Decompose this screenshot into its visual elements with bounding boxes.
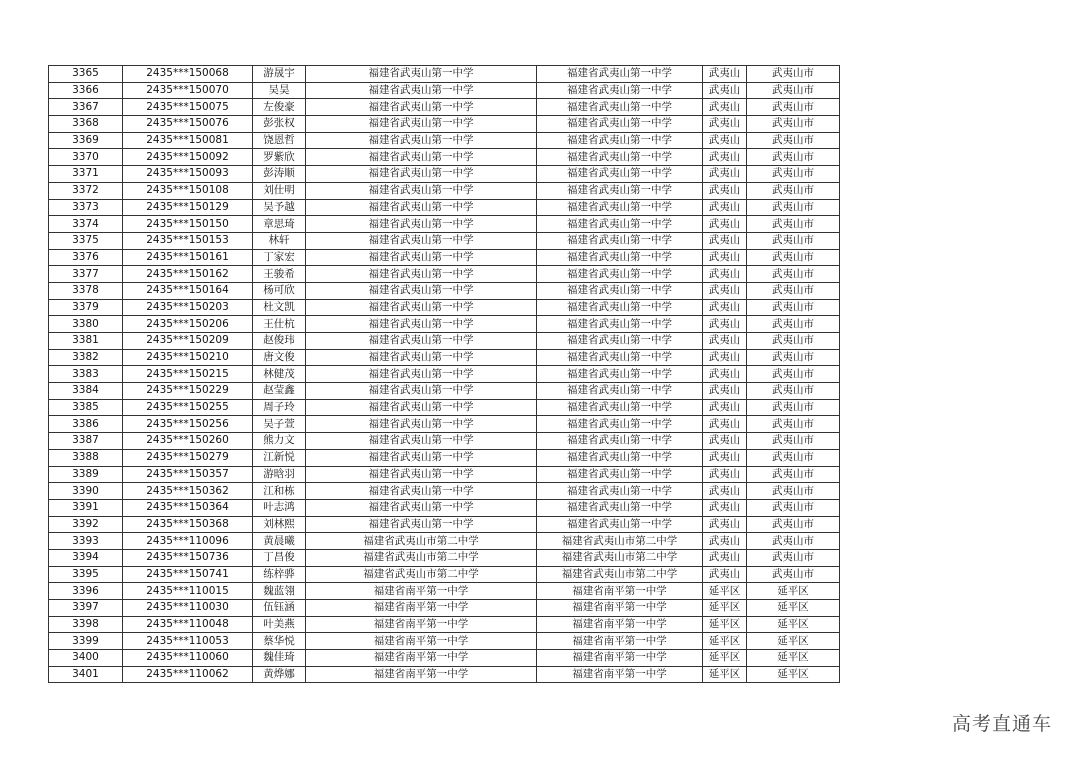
- school-cell: 福建省南平第一中学: [306, 633, 537, 650]
- row-number-cell: 3381: [49, 333, 123, 350]
- exam-id-cell: 2435***150075: [123, 99, 253, 116]
- name-cell: 章思琦: [253, 216, 306, 233]
- exam-id-cell: 2435***150161: [123, 249, 253, 266]
- school-cell: 福建省武夷山第一中学: [306, 483, 537, 500]
- area-cell: 武夷山: [703, 282, 747, 299]
- table-row: [49, 266, 840, 283]
- table-row: [49, 416, 840, 433]
- school-cell: 福建省武夷山第一中学: [306, 266, 537, 283]
- area-cell: 延平区: [703, 666, 747, 683]
- row-number-cell: 3382: [49, 349, 123, 366]
- exam-id-cell: 2435***110030: [123, 600, 253, 617]
- name-cell: 江新悦: [253, 449, 306, 466]
- name-cell: 熊力文: [253, 433, 306, 450]
- area-cell: 武夷山: [703, 199, 747, 216]
- school-cell: 福建省武夷山市第二中学: [306, 549, 537, 566]
- name-cell: 左俊豪: [253, 99, 306, 116]
- row-number-cell: 3377: [49, 266, 123, 283]
- school-cell: 福建省武夷山第一中学: [306, 132, 537, 149]
- roster-body: [49, 66, 840, 683]
- school-cell: 福建省南平第一中学: [306, 583, 537, 600]
- area-cell: 延平区: [703, 633, 747, 650]
- area-cell: 武夷山: [703, 449, 747, 466]
- row-number-cell: 3369: [49, 132, 123, 149]
- table-row: [49, 232, 840, 249]
- school-cell: 福建省武夷山第一中学: [306, 299, 537, 316]
- row-number-cell: 3379: [49, 299, 123, 316]
- city-cell: 武夷山市: [747, 499, 840, 516]
- school-cell: 福建省武夷山第一中学: [306, 416, 537, 433]
- area-cell: 武夷山: [703, 416, 747, 433]
- name-cell: 魏佳琦: [253, 650, 306, 667]
- area-cell: 延平区: [703, 600, 747, 617]
- area-cell: 武夷山: [703, 549, 747, 566]
- area-cell: 武夷山: [703, 499, 747, 516]
- row-number-cell: 3392: [49, 516, 123, 533]
- row-number-cell: 3384: [49, 383, 123, 400]
- name-cell: 刘仕明: [253, 182, 306, 199]
- name-cell: 罗紫欣: [253, 149, 306, 166]
- exam-id-cell: 2435***150108: [123, 182, 253, 199]
- school-cell-2: 福建省武夷山第一中学: [537, 82, 703, 99]
- row-number-cell: 3390: [49, 483, 123, 500]
- school-cell-2: 福建省南平第一中学: [537, 633, 703, 650]
- name-cell: 江和栋: [253, 483, 306, 500]
- exam-id-cell: 2435***150209: [123, 333, 253, 350]
- table-row: [49, 349, 840, 366]
- school-cell: 福建省武夷山第一中学: [306, 199, 537, 216]
- name-cell: 彭涛顺: [253, 166, 306, 183]
- area-cell: 武夷山: [703, 99, 747, 116]
- area-cell: 武夷山: [703, 116, 747, 133]
- table-row: [49, 650, 840, 667]
- table-row: [49, 499, 840, 516]
- name-cell: 游晗羽: [253, 466, 306, 483]
- name-cell: 杜文凯: [253, 299, 306, 316]
- exam-id-cell: 2435***150364: [123, 499, 253, 516]
- name-cell: 黄晨曦: [253, 533, 306, 550]
- city-cell: 武夷山市: [747, 516, 840, 533]
- table-row: [49, 583, 840, 600]
- school-cell: 福建省武夷山第一中学: [306, 499, 537, 516]
- table-row: [49, 449, 840, 466]
- area-cell: 武夷山: [703, 266, 747, 283]
- table-row: [49, 199, 840, 216]
- area-cell: 武夷山: [703, 299, 747, 316]
- table-row: [49, 616, 840, 633]
- school-cell: 福建省武夷山第一中学: [306, 82, 537, 99]
- city-cell: 延平区: [747, 616, 840, 633]
- school-cell: 福建省武夷山第一中学: [306, 399, 537, 416]
- exam-id-cell: 2435***150255: [123, 399, 253, 416]
- table-row: [49, 149, 840, 166]
- school-cell-2: 福建省武夷山第一中学: [537, 132, 703, 149]
- city-cell: 武夷山市: [747, 333, 840, 350]
- exam-id-cell: 2435***110015: [123, 583, 253, 600]
- school-cell: 福建省南平第一中学: [306, 666, 537, 683]
- table-row: [49, 82, 840, 99]
- city-cell: 武夷山市: [747, 433, 840, 450]
- exam-id-cell: 2435***150070: [123, 82, 253, 99]
- area-cell: 武夷山: [703, 216, 747, 233]
- exam-id-cell: 2435***150215: [123, 366, 253, 383]
- school-cell: 福建省武夷山第一中学: [306, 516, 537, 533]
- exam-id-cell: 2435***150068: [123, 66, 253, 83]
- city-cell: 武夷山市: [747, 99, 840, 116]
- table-row: [49, 182, 840, 199]
- exam-id-cell: 2435***150153: [123, 232, 253, 249]
- area-cell: 武夷山: [703, 533, 747, 550]
- name-cell: 吴子萱: [253, 416, 306, 433]
- exam-id-cell: 2435***150076: [123, 116, 253, 133]
- exam-id-cell: 2435***150368: [123, 516, 253, 533]
- school-cell-2: 福建省武夷山市第二中学: [537, 549, 703, 566]
- area-cell: 武夷山: [703, 82, 747, 99]
- area-cell: 武夷山: [703, 66, 747, 83]
- table-row: [49, 483, 840, 500]
- name-cell: 彭张权: [253, 116, 306, 133]
- city-cell: 武夷山市: [747, 449, 840, 466]
- school-cell-2: 福建省武夷山第一中学: [537, 266, 703, 283]
- area-cell: 武夷山: [703, 249, 747, 266]
- city-cell: 武夷山市: [747, 399, 840, 416]
- school-cell: 福建省南平第一中学: [306, 616, 537, 633]
- city-cell: 武夷山市: [747, 316, 840, 333]
- school-cell-2: 福建省武夷山第一中学: [537, 499, 703, 516]
- table-row: [49, 216, 840, 233]
- table-row: [49, 366, 840, 383]
- roster-table: [48, 65, 840, 683]
- school-cell-2: 福建省武夷山市第二中学: [537, 566, 703, 583]
- area-cell: 武夷山: [703, 433, 747, 450]
- city-cell: 武夷山市: [747, 383, 840, 400]
- name-cell: 饶恩哲: [253, 132, 306, 149]
- table-row: [49, 249, 840, 266]
- exam-id-cell: 2435***150256: [123, 416, 253, 433]
- city-cell: 武夷山市: [747, 466, 840, 483]
- school-cell-2: 福建省武夷山第一中学: [537, 249, 703, 266]
- row-number-cell: 3376: [49, 249, 123, 266]
- school-cell: 福建省武夷山第一中学: [306, 282, 537, 299]
- exam-id-cell: 2435***150206: [123, 316, 253, 333]
- row-number-cell: 3391: [49, 499, 123, 516]
- school-cell-2: 福建省武夷山第一中学: [537, 449, 703, 466]
- name-cell: 林健茂: [253, 366, 306, 383]
- city-cell: 延平区: [747, 633, 840, 650]
- city-cell: 武夷山市: [747, 66, 840, 83]
- name-cell: 赵俊玮: [253, 333, 306, 350]
- school-cell-2: 福建省武夷山第一中学: [537, 166, 703, 183]
- school-cell-2: 福建省武夷山第一中学: [537, 199, 703, 216]
- school-cell-2: 福建省南平第一中学: [537, 666, 703, 683]
- name-cell: 唐文俊: [253, 349, 306, 366]
- exam-id-cell: 2435***150741: [123, 566, 253, 583]
- name-cell: 黄烨娜: [253, 666, 306, 683]
- name-cell: 赵莹鑫: [253, 383, 306, 400]
- area-cell: 武夷山: [703, 316, 747, 333]
- area-cell: 武夷山: [703, 483, 747, 500]
- area-cell: 武夷山: [703, 349, 747, 366]
- area-cell: 武夷山: [703, 366, 747, 383]
- name-cell: 丁昌俊: [253, 549, 306, 566]
- school-cell-2: 福建省南平第一中学: [537, 616, 703, 633]
- school-cell-2: 福建省武夷山第一中学: [537, 116, 703, 133]
- area-cell: 武夷山: [703, 182, 747, 199]
- city-cell: 武夷山市: [747, 116, 840, 133]
- name-cell: 周子玲: [253, 399, 306, 416]
- table-row: [49, 566, 840, 583]
- exam-id-cell: 2435***110096: [123, 533, 253, 550]
- school-cell-2: 福建省武夷山第一中学: [537, 99, 703, 116]
- name-cell: 杨可欣: [253, 282, 306, 299]
- school-cell-2: 福建省武夷山第一中学: [537, 316, 703, 333]
- exam-id-cell: 2435***110060: [123, 650, 253, 667]
- school-cell-2: 福建省武夷山第一中学: [537, 433, 703, 450]
- table-row: [49, 299, 840, 316]
- exam-id-cell: 2435***150229: [123, 383, 253, 400]
- table-row: [49, 549, 840, 566]
- city-cell: 延平区: [747, 666, 840, 683]
- school-cell: 福建省武夷山第一中学: [306, 383, 537, 400]
- city-cell: 延平区: [747, 650, 840, 667]
- exam-id-cell: 2435***110048: [123, 616, 253, 633]
- table-row: [49, 516, 840, 533]
- area-cell: 延平区: [703, 616, 747, 633]
- city-cell: 延平区: [747, 583, 840, 600]
- school-cell: 福建省武夷山第一中学: [306, 449, 537, 466]
- school-cell: 福建省武夷山第一中学: [306, 66, 537, 83]
- school-cell: 福建省武夷山第一中学: [306, 333, 537, 350]
- school-cell-2: 福建省武夷山第一中学: [537, 349, 703, 366]
- school-cell: 福建省武夷山第一中学: [306, 349, 537, 366]
- city-cell: 武夷山市: [747, 349, 840, 366]
- city-cell: 武夷山市: [747, 149, 840, 166]
- exam-id-cell: 2435***150093: [123, 166, 253, 183]
- city-cell: 武夷山市: [747, 549, 840, 566]
- city-cell: 武夷山市: [747, 282, 840, 299]
- name-cell: 练梓骅: [253, 566, 306, 583]
- school-cell: 福建省武夷山第一中学: [306, 466, 537, 483]
- row-number-cell: 3378: [49, 282, 123, 299]
- row-number-cell: 3372: [49, 182, 123, 199]
- school-cell: 福建省武夷山第一中学: [306, 366, 537, 383]
- row-number-cell: 3373: [49, 199, 123, 216]
- school-cell-2: 福建省武夷山第一中学: [537, 383, 703, 400]
- school-cell-2: 福建省南平第一中学: [537, 583, 703, 600]
- table-row: [49, 132, 840, 149]
- school-cell-2: 福建省武夷山第一中学: [537, 149, 703, 166]
- area-cell: 武夷山: [703, 149, 747, 166]
- exam-id-cell: 2435***150129: [123, 199, 253, 216]
- city-cell: 武夷山市: [747, 299, 840, 316]
- area-cell: 武夷山: [703, 516, 747, 533]
- row-number-cell: 3370: [49, 149, 123, 166]
- name-cell: 游晟宇: [253, 66, 306, 83]
- table-row: [49, 316, 840, 333]
- name-cell: 林轩: [253, 232, 306, 249]
- name-cell: 王骏希: [253, 266, 306, 283]
- area-cell: 武夷山: [703, 166, 747, 183]
- row-number-cell: 3367: [49, 99, 123, 116]
- name-cell: 叶美燕: [253, 616, 306, 633]
- school-cell: 福建省武夷山第一中学: [306, 216, 537, 233]
- school-cell-2: 福建省武夷山第一中学: [537, 516, 703, 533]
- school-cell-2: 福建省南平第一中学: [537, 600, 703, 617]
- exam-id-cell: 2435***150081: [123, 132, 253, 149]
- city-cell: 武夷山市: [747, 182, 840, 199]
- table-row: [49, 166, 840, 183]
- name-cell: 王仕杭: [253, 316, 306, 333]
- row-number-cell: 3389: [49, 466, 123, 483]
- school-cell-2: 福建省武夷山第一中学: [537, 299, 703, 316]
- area-cell: 武夷山: [703, 132, 747, 149]
- school-cell-2: 福建省武夷山第一中学: [537, 282, 703, 299]
- row-number-cell: 3365: [49, 66, 123, 83]
- city-cell: 武夷山市: [747, 82, 840, 99]
- row-number-cell: 3394: [49, 549, 123, 566]
- school-cell-2: 福建省武夷山市第二中学: [537, 533, 703, 550]
- row-number-cell: 3398: [49, 616, 123, 633]
- school-cell-2: 福建省武夷山第一中学: [537, 416, 703, 433]
- table-row: [49, 383, 840, 400]
- school-cell: 福建省武夷山第一中学: [306, 182, 537, 199]
- school-cell: 福建省南平第一中学: [306, 600, 537, 617]
- school-cell-2: 福建省武夷山第一中学: [537, 399, 703, 416]
- area-cell: 武夷山: [703, 466, 747, 483]
- exam-id-cell: 2435***150736: [123, 549, 253, 566]
- school-cell: 福建省南平第一中学: [306, 650, 537, 667]
- table-row: [49, 433, 840, 450]
- row-number-cell: 3371: [49, 166, 123, 183]
- name-cell: 叶志鸿: [253, 499, 306, 516]
- school-cell: 福建省武夷山第一中学: [306, 433, 537, 450]
- city-cell: 武夷山市: [747, 483, 840, 500]
- table-row: [49, 533, 840, 550]
- name-cell: 蔡华悦: [253, 633, 306, 650]
- city-cell: 延平区: [747, 600, 840, 617]
- school-cell-2: 福建省武夷山第一中学: [537, 366, 703, 383]
- school-cell-2: 福建省武夷山第一中学: [537, 216, 703, 233]
- school-cell-2: 福建省武夷山第一中学: [537, 66, 703, 83]
- exam-id-cell: 2435***150279: [123, 449, 253, 466]
- city-cell: 武夷山市: [747, 533, 840, 550]
- row-number-cell: 3393: [49, 533, 123, 550]
- city-cell: 武夷山市: [747, 566, 840, 583]
- city-cell: 武夷山市: [747, 199, 840, 216]
- city-cell: 武夷山市: [747, 249, 840, 266]
- exam-id-cell: 2435***150150: [123, 216, 253, 233]
- row-number-cell: 3386: [49, 416, 123, 433]
- area-cell: 武夷山: [703, 383, 747, 400]
- area-cell: 延平区: [703, 650, 747, 667]
- school-cell: 福建省武夷山第一中学: [306, 149, 537, 166]
- exam-id-cell: 2435***150203: [123, 299, 253, 316]
- row-number-cell: 3397: [49, 600, 123, 617]
- watermark-text: 高考直通车: [951, 713, 1052, 735]
- row-number-cell: 3401: [49, 666, 123, 683]
- exam-id-cell: 2435***150362: [123, 483, 253, 500]
- city-cell: 武夷山市: [747, 216, 840, 233]
- table-row: [49, 666, 840, 683]
- table-row: [49, 466, 840, 483]
- school-cell: 福建省武夷山第一中学: [306, 232, 537, 249]
- school-cell-2: 福建省武夷山第一中学: [537, 232, 703, 249]
- name-cell: 刘林熙: [253, 516, 306, 533]
- school-cell-2: 福建省武夷山第一中学: [537, 333, 703, 350]
- row-number-cell: 3388: [49, 449, 123, 466]
- row-number-cell: 3395: [49, 566, 123, 583]
- table-row: [49, 99, 840, 116]
- exam-id-cell: 2435***110062: [123, 666, 253, 683]
- school-cell: 福建省武夷山第一中学: [306, 316, 537, 333]
- table-row: [49, 399, 840, 416]
- school-cell: 福建省武夷山第一中学: [306, 166, 537, 183]
- row-number-cell: 3396: [49, 583, 123, 600]
- school-cell: 福建省武夷山第一中学: [306, 116, 537, 133]
- school-cell-2: 福建省武夷山第一中学: [537, 466, 703, 483]
- school-cell-2: 福建省南平第一中学: [537, 650, 703, 667]
- school-cell: 福建省武夷山第一中学: [306, 249, 537, 266]
- exam-id-cell: 2435***150092: [123, 149, 253, 166]
- school-cell-2: 福建省武夷山第一中学: [537, 483, 703, 500]
- school-cell-2: 福建省武夷山第一中学: [537, 182, 703, 199]
- exam-id-cell: 2435***150210: [123, 349, 253, 366]
- name-cell: 吴予越: [253, 199, 306, 216]
- table-row: [49, 633, 840, 650]
- school-cell: 福建省武夷山市第二中学: [306, 566, 537, 583]
- school-cell: 福建省武夷山市第二中学: [306, 533, 537, 550]
- name-cell: 丁家宏: [253, 249, 306, 266]
- area-cell: 武夷山: [703, 333, 747, 350]
- exam-id-cell: 2435***150260: [123, 433, 253, 450]
- city-cell: 武夷山市: [747, 266, 840, 283]
- city-cell: 武夷山市: [747, 132, 840, 149]
- name-cell: 吴昊: [253, 82, 306, 99]
- table-row: [49, 282, 840, 299]
- city-cell: 武夷山市: [747, 232, 840, 249]
- name-cell: 魏蓝翎: [253, 583, 306, 600]
- area-cell: 武夷山: [703, 399, 747, 416]
- row-number-cell: 3366: [49, 82, 123, 99]
- row-number-cell: 3400: [49, 650, 123, 667]
- row-number-cell: 3385: [49, 399, 123, 416]
- table-row: [49, 116, 840, 133]
- row-number-cell: 3375: [49, 232, 123, 249]
- city-cell: 武夷山市: [747, 416, 840, 433]
- exam-id-cell: 2435***110053: [123, 633, 253, 650]
- city-cell: 武夷山市: [747, 366, 840, 383]
- area-cell: 延平区: [703, 583, 747, 600]
- table-row: [49, 66, 840, 83]
- row-number-cell: 3387: [49, 433, 123, 450]
- city-cell: 武夷山市: [747, 166, 840, 183]
- exam-id-cell: 2435***150162: [123, 266, 253, 283]
- table-row: [49, 600, 840, 617]
- area-cell: 武夷山: [703, 232, 747, 249]
- row-number-cell: 3383: [49, 366, 123, 383]
- area-cell: 武夷山: [703, 566, 747, 583]
- row-number-cell: 3374: [49, 216, 123, 233]
- table-row: [49, 333, 840, 350]
- exam-id-cell: 2435***150357: [123, 466, 253, 483]
- row-number-cell: 3368: [49, 116, 123, 133]
- row-number-cell: 3399: [49, 633, 123, 650]
- exam-id-cell: 2435***150164: [123, 282, 253, 299]
- row-number-cell: 3380: [49, 316, 123, 333]
- name-cell: 伍钰涵: [253, 600, 306, 617]
- school-cell: 福建省武夷山第一中学: [306, 99, 537, 116]
